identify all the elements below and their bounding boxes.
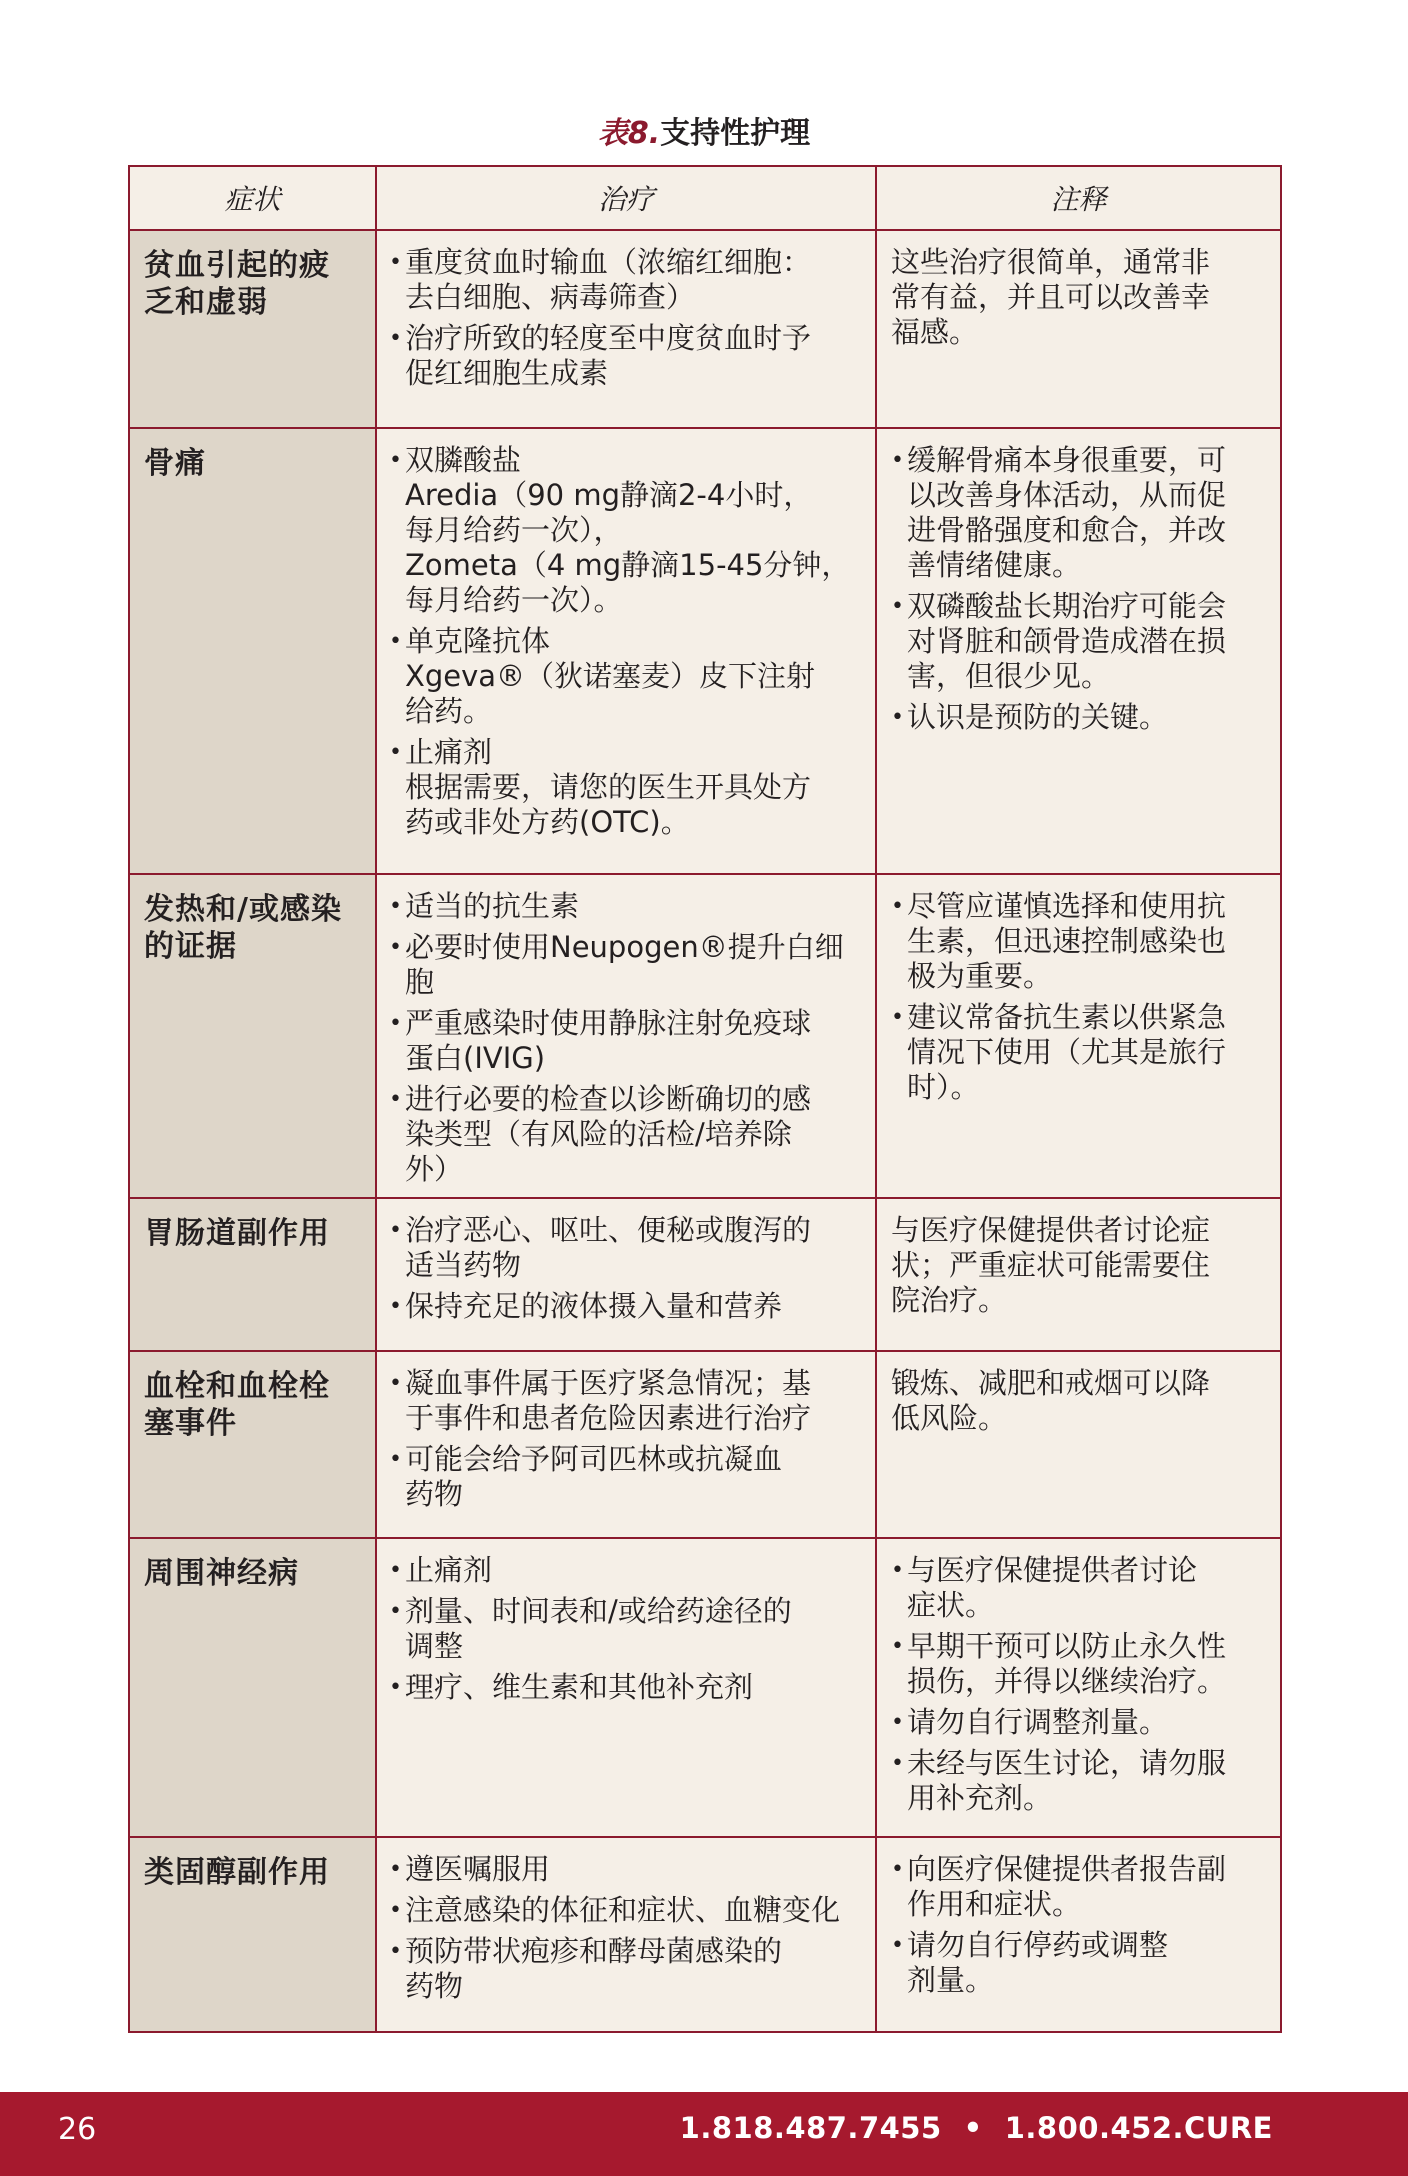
bullet-icon: • [891, 1005, 904, 1030]
symptom-cell [129, 428, 376, 874]
list-item: • 治疗所致的轻度至中度贫血时予 促红细胞生成素 [389, 321, 812, 390]
treatment-cell [376, 1538, 876, 1837]
treatment-cell [376, 230, 876, 428]
treatment-cell [376, 874, 876, 1198]
treatment-cell [376, 1198, 876, 1351]
list-item: • 早期干预可以防止永久性 损伤，并得以继续治疗。 [891, 1629, 1227, 1698]
bullet-icon: • [389, 1857, 402, 1882]
table-row [129, 1538, 1281, 1837]
bullet-icon: • [389, 740, 402, 765]
list-item: • 止痛剂 [389, 1553, 493, 1587]
notes-cell [876, 1837, 1281, 2032]
bullet-icon: • [389, 1371, 402, 1396]
list-item: • 未经与医生讨论，请勿服 用补充剂。 [891, 1746, 1227, 1815]
symptom-cell [129, 1837, 376, 2032]
symptom-cell [129, 1198, 376, 1351]
bullet-icon: • [891, 894, 904, 919]
list-item: • 缓解骨痛本身很重要，可 以改善身体活动，从而促 进骨骼强度和愈合，并改 善情绪健康。 [891, 443, 1227, 582]
symptom-text: 血栓和血栓栓 塞事件 [144, 1369, 330, 1441]
list-item: • 遵医嘱服用 [389, 1852, 551, 1886]
bullet-icon: • [389, 1447, 402, 1472]
symptom-text: 骨痛 [144, 446, 206, 481]
symptom-text: 类固醇副作用 [144, 1855, 330, 1890]
list-item: • 止痛剂 根据需要，请您的医生开具处方 药或非处方药(OTC)。 [389, 735, 812, 839]
list-item: • 建议常备抗生素以供紧急 情况下使用（尤其是旅行 时）。 [891, 1000, 1227, 1104]
list-item: • 预防带状疱疹和酵母菌感染的 药物 [389, 1934, 783, 2003]
list-item: • 注意感染的体征和症状、血糖变化 [389, 1893, 841, 1927]
treatment-cell [376, 1837, 876, 2032]
bullet-icon: • [389, 1011, 402, 1036]
header-notes: 注释 [876, 166, 1281, 230]
notes-cell [876, 1198, 1281, 1351]
header-treatment: 治疗 [376, 166, 876, 230]
table-row [129, 874, 1281, 1198]
bullet-icon: • [389, 935, 402, 960]
notes-cell [876, 230, 1281, 428]
table-row [129, 1198, 1281, 1351]
bullet-icon: • [891, 1751, 904, 1776]
phone-number-1[interactable]: 1.818.487.7455 [679, 2111, 942, 2145]
table-title-text: 支持性护理 [660, 116, 811, 151]
separator-dot: • [963, 2111, 983, 2145]
symptom-cell [129, 230, 376, 428]
note-text: 与医疗保健提供者讨论症 状；严重症状可能需要住 院治疗。 [891, 1213, 1211, 1317]
phone-number-2[interactable]: 1.800.452.CURE [1004, 2111, 1273, 2145]
bullet-icon: • [891, 1857, 904, 1882]
list-item: • 严重感染时使用静脉注射免疫球 蛋白(IVIG) [389, 1006, 812, 1075]
bullet-icon: • [389, 1218, 402, 1243]
bullet-icon: • [389, 1294, 402, 1319]
treatment-cell [376, 428, 876, 874]
symptom-cell [129, 874, 376, 1198]
list-item: • 必要时使用Neupogen®提升白细胞 [389, 930, 844, 999]
list-item: • 理疗、维生素和其他补充剂 [389, 1670, 754, 1704]
bullet-icon: • [389, 1675, 402, 1700]
symptom-cell [129, 1538, 376, 1837]
list-item: • 请勿自行停药或调整 剂量。 [891, 1928, 1169, 1997]
bullet-icon: • [389, 1087, 402, 1112]
bullet-icon: • [389, 1898, 402, 1923]
list-item: • 进行必要的检查以诊断确切的感 染类型（有风险的活检/培养除 外） [389, 1082, 812, 1186]
notes-cell [876, 874, 1281, 1198]
treatment-cell [376, 1351, 876, 1538]
bullet-icon: • [891, 448, 904, 473]
list-item: • 可能会给予阿司匹林或抗凝血 药物 [389, 1442, 783, 1511]
bullet-icon: • [389, 326, 402, 351]
list-item: • 认识是预防的关键。 [891, 700, 1169, 734]
list-item: • 请勿自行调整剂量。 [891, 1705, 1169, 1739]
bullet-icon: • [891, 594, 904, 619]
bullet-icon: • [891, 1634, 904, 1659]
bullet-icon: • [389, 1558, 402, 1583]
list-item: • 与医疗保健提供者讨论 症状。 [891, 1553, 1198, 1622]
bullet-icon: • [389, 1939, 402, 1964]
table-number: 表8. [597, 116, 661, 151]
notes-cell [876, 1538, 1281, 1837]
table-row [129, 428, 1281, 874]
symptom-cell [129, 1351, 376, 1538]
table-header-row [129, 166, 1281, 230]
table-row [129, 1837, 1281, 2032]
bullet-icon: • [389, 1599, 402, 1624]
page-number: 26 [58, 2112, 97, 2147]
bullet-icon: • [389, 894, 402, 919]
page-footer [0, 2092, 1408, 2176]
bullet-icon: • [891, 705, 904, 730]
list-item: • 向医疗保健提供者报告副 作用和症状。 [891, 1852, 1227, 1921]
list-item: • 凝血事件属于医疗紧急情况；基 于事件和患者危险因素进行治疗 [389, 1366, 812, 1435]
list-item: • 重度贫血时输血（浓缩红细胞： 去白细胞、病毒筛查） [389, 245, 812, 314]
note-text: 锻炼、减肥和戒烟可以降 低风险。 [891, 1366, 1211, 1435]
notes-cell [876, 1351, 1281, 1538]
list-item: • 剂量、时间表和/或给药途径的 调整 [389, 1594, 792, 1663]
table-row [129, 1351, 1281, 1538]
bullet-icon: • [891, 1710, 904, 1735]
bullet-icon: • [891, 1558, 904, 1583]
symptom-text: 周围神经病 [144, 1556, 299, 1591]
list-item: • 双磷酸盐长期治疗可能会 对肾脏和颌骨造成潜在损 害，但很少见。 [891, 589, 1227, 693]
table-row [129, 230, 1281, 428]
bullet-icon: • [389, 250, 402, 275]
list-item: • 适当的抗生素 [389, 889, 580, 923]
table-title [0, 112, 1408, 156]
list-item: • 尽管应谨慎选择和使用抗 生素，但迅速控制感染也 极为重要。 [891, 889, 1227, 993]
bullet-icon: • [389, 629, 402, 654]
supportive-care-table [128, 165, 1282, 2033]
list-item: • 保持充足的液体摄入量和营养 [389, 1289, 783, 1323]
bullet-icon: • [389, 448, 402, 473]
note-text: 这些治疗很简单，通常非 常有益，并且可以改善幸 福感。 [891, 245, 1211, 349]
bullet-icon: • [891, 1933, 904, 1958]
list-item: • 治疗恶心、呕吐、便秘或腹泻的 适当药物 [389, 1213, 812, 1282]
list-item: • 单克隆抗体 Xgeva®（狄诺塞麦）皮下注射 给药。 [389, 624, 816, 728]
list-item: • 双膦酸盐 Aredia（90 mg静滴2-4小时， 每月给药一次）， Zometa（4 mg静滴15-45分钟， 每月给药一次）。 [389, 443, 851, 617]
phone-numbers [680, 2092, 1273, 2164]
symptom-text: 胃肠道副作用 [144, 1216, 330, 1251]
notes-cell [876, 428, 1281, 874]
symptom-text: 发热和/或感染 的证据 [144, 892, 342, 964]
symptom-text: 贫血引起的疲 乏和虚弱 [144, 248, 330, 320]
header-symptom: 症状 [129, 166, 376, 230]
